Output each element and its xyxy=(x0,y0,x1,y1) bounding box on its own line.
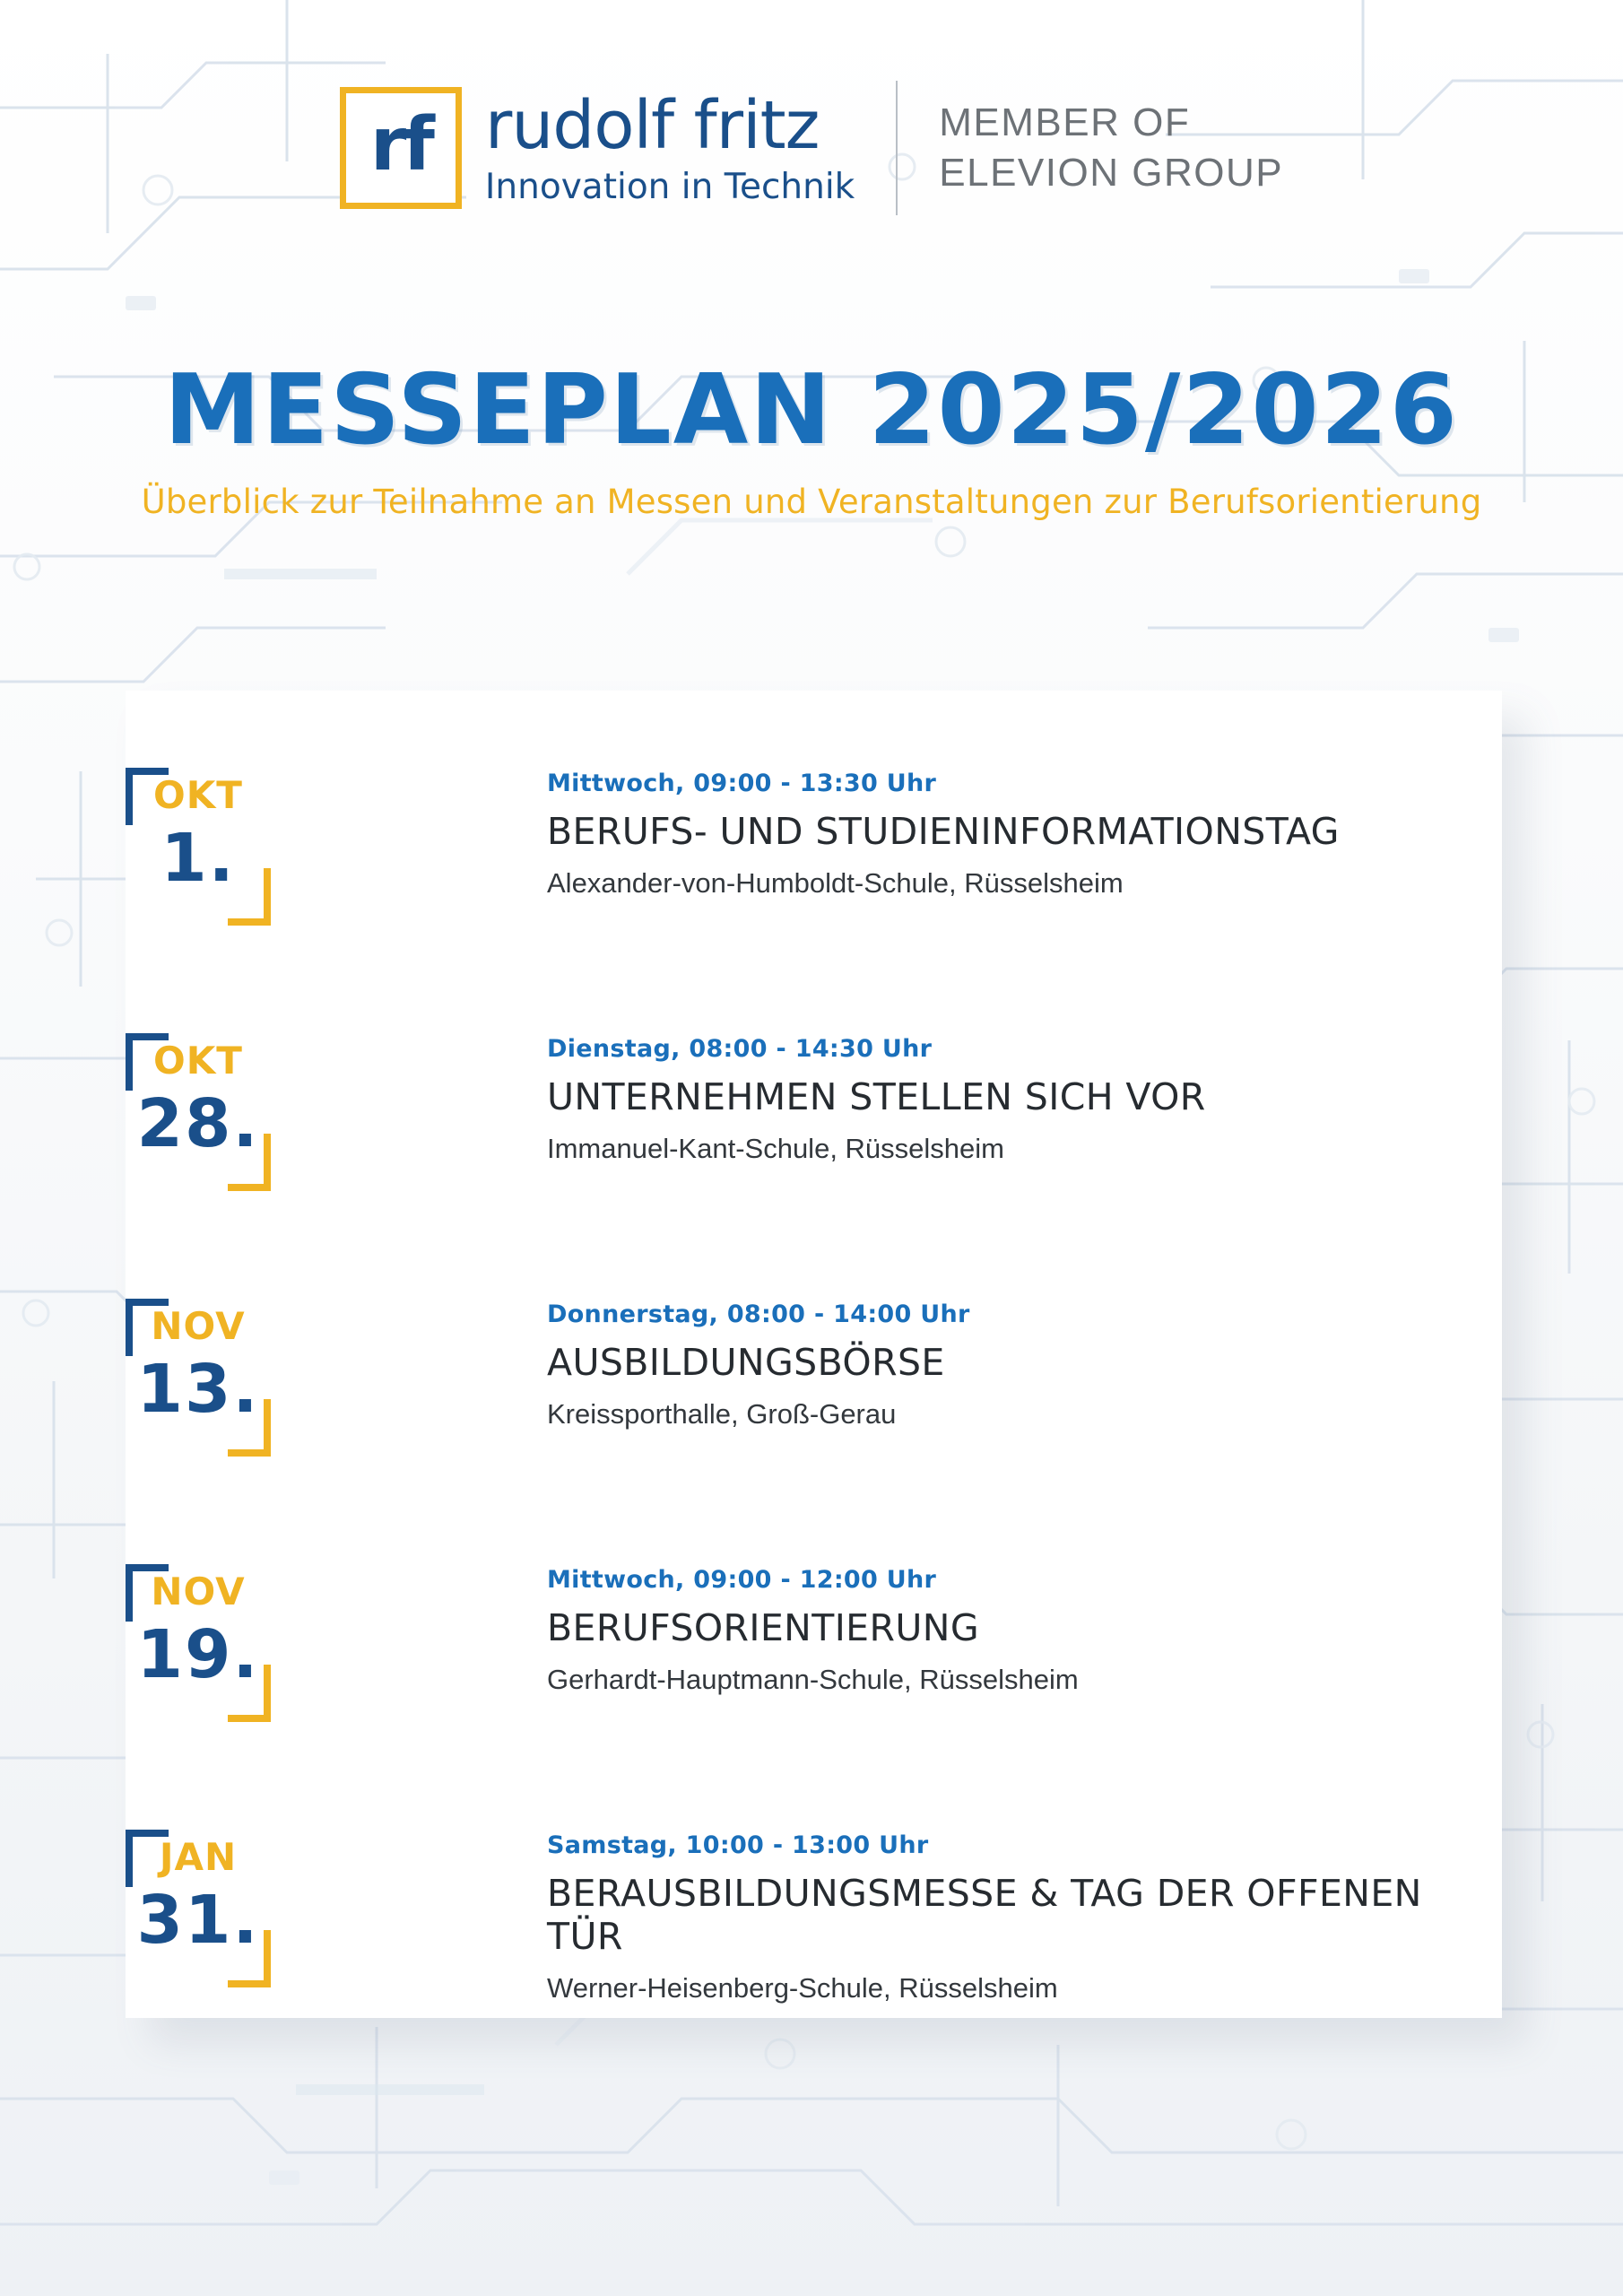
logo-company-name: rudolf fritz xyxy=(484,86,820,164)
event-text xyxy=(547,1539,1079,1696)
date-day: 13. xyxy=(136,1351,260,1428)
date-day: 28. xyxy=(136,1085,260,1162)
event-title: BERUFS- UND STUDIENINFORMATIONSTAG xyxy=(547,810,1340,853)
logo-wordmark xyxy=(484,86,855,207)
list-item xyxy=(126,1539,1502,1805)
member-of-line1: MEMBER OF xyxy=(939,100,1191,144)
date-day: 31. xyxy=(136,1882,260,1959)
member-of-line2: ELEVION GROUP xyxy=(939,151,1284,195)
date-day: 19. xyxy=(136,1616,260,1693)
rf-logo-icon xyxy=(340,87,462,209)
event-location: Werner-Heisenberg-Schule, Rüsselsheim xyxy=(547,1972,1058,2004)
event-title: BERAUSBILDUNGSMESSE & TAG DER OFFENEN TÜR xyxy=(547,1872,1422,1958)
event-datetime: Donnerstag, 08:00 - 14:00 Uhr xyxy=(547,1300,970,1328)
event-location: Kreissporthalle, Groß-Gerau xyxy=(547,1398,897,1430)
event-datetime: Mittwoch, 09:00 - 12:00 Uhr xyxy=(547,1566,937,1594)
event-text xyxy=(547,1274,970,1431)
event-title: UNTERNEHMEN STELLEN SICH VOR xyxy=(547,1075,1206,1118)
page-subtitle: Überblick zur Teilnahme an Messen und Veranstaltungen zur Berufsorientierung xyxy=(141,483,1482,521)
header-divider xyxy=(896,81,898,215)
event-title: BERUFSORIENTIERUNG xyxy=(547,1606,980,1649)
logo-mark-text: rf xyxy=(369,102,431,187)
event-text xyxy=(547,1008,1206,1165)
date-badge xyxy=(126,1033,271,1191)
company-logo xyxy=(340,87,855,209)
events-card xyxy=(126,691,1502,2018)
list-item xyxy=(126,1805,1502,2070)
date-day: 1. xyxy=(161,820,236,897)
logo-tagline: Innovation in Technik xyxy=(484,166,855,207)
date-month: JAN xyxy=(159,1835,238,1879)
date-month: NOV xyxy=(151,1304,246,1348)
event-location: Gerhardt-Hauptmann-Schule, Rüsselsheim xyxy=(547,1664,1079,1695)
event-text xyxy=(547,743,1340,900)
date-badge xyxy=(126,768,271,926)
event-datetime: Mittwoch, 09:00 - 13:30 Uhr xyxy=(547,770,937,797)
list-item xyxy=(126,743,1502,1008)
page-title: MESSEPLAN 2025/2026 xyxy=(164,354,1459,466)
list-item xyxy=(126,1008,1502,1274)
event-datetime: Dienstag, 08:00 - 14:30 Uhr xyxy=(547,1035,933,1063)
date-badge xyxy=(126,1564,271,1722)
date-month: NOV xyxy=(151,1570,246,1613)
title-zone xyxy=(0,354,1623,521)
event-location: Alexander-von-Humboldt-Schule, Rüsselsheim xyxy=(547,867,1124,899)
member-of-block xyxy=(939,98,1283,199)
event-location: Immanuel-Kant-Schule, Rüsselsheim xyxy=(547,1133,1004,1164)
brand-header xyxy=(0,63,1623,233)
event-datetime: Samstag, 10:00 - 13:00 Uhr xyxy=(547,1831,929,1859)
list-item xyxy=(126,1274,1502,1539)
date-badge xyxy=(126,1299,271,1457)
event-title: AUSBILDUNGSBÖRSE xyxy=(547,1341,945,1384)
events-list xyxy=(126,691,1502,2070)
date-month: OKT xyxy=(153,773,243,817)
event-text xyxy=(547,1805,1502,2005)
date-badge xyxy=(126,1830,271,1987)
date-month: OKT xyxy=(153,1039,243,1083)
